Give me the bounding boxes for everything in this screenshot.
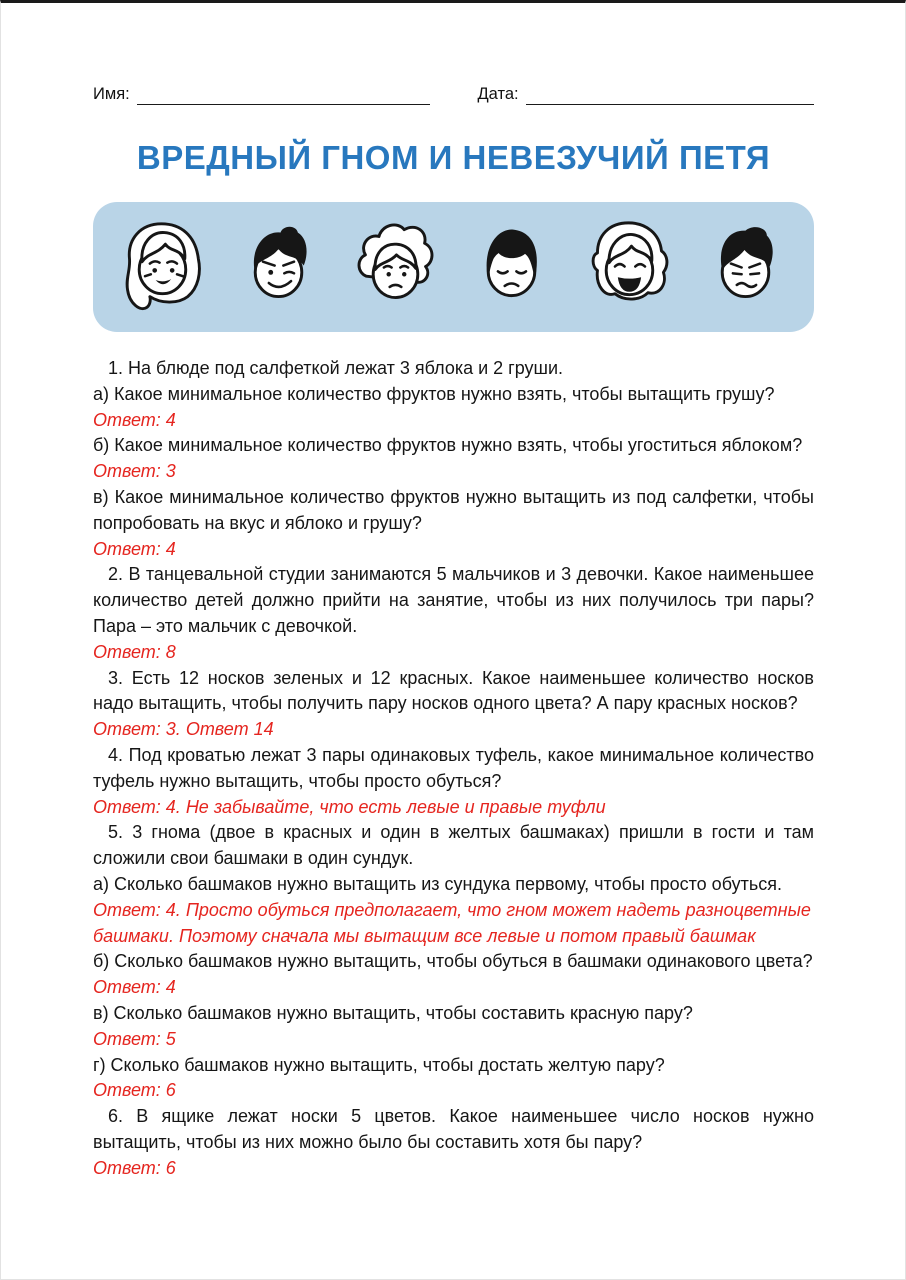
name-blank-line <box>137 86 430 105</box>
worried-curly-person-face-icon <box>347 216 444 319</box>
answer-6: Ответ: 6 <box>93 1157 176 1178</box>
question-1v: в) Какое минимальное количество фруктов нужно вытащить из под салфетки, чтобы попробовать на вкус и яблоко и грушу? <box>93 486 814 533</box>
date-field <box>478 85 815 105</box>
worksheet-body <box>93 356 814 1182</box>
date-blank-line <box>526 86 814 105</box>
name-date-header <box>93 85 814 105</box>
sad-dark-haired-person-face-icon <box>463 216 560 319</box>
name-label: Имя: <box>93 85 130 103</box>
answer-5b: Ответ: 4 <box>93 977 176 998</box>
smiling-woman-face-icon <box>113 216 210 319</box>
question-1a: а) Какое минимальное количество фруктов нужно взять, чтобы вытащить грушу? <box>93 383 775 404</box>
faces-banner <box>93 202 814 332</box>
winking-man-face-icon <box>230 216 327 319</box>
answer-5g: Ответ: 6 <box>93 1080 176 1101</box>
date-label: Дата: <box>477 85 519 103</box>
question-5v: в) Сколько башмаков нужно вытащить, чтобы составить красную пару? <box>93 1002 693 1023</box>
question-5: 5. 3 гнома (двое в красных и один в желтых башмаках) пришли в гости и там сложили свои башмаки в один сундук. <box>93 822 814 869</box>
answer-5a: Ответ: 4. Просто обуться предполагает, что гном может надеть разноцветные башмаки. Поэтому сначала мы вытащим все левые и потом правый башмак <box>93 899 811 946</box>
question-4: 4. Под кроватью лежат 3 пары одинаковых туфель, какое минимальное количество туфель нужно вытащить, чтобы просто обуться? <box>93 744 814 791</box>
question-5a: а) Сколько башмаков нужно вытащить из сундука первому, чтобы просто обуться. <box>93 873 782 894</box>
page-title: ВРЕДНЫЙ ГНОМ И НЕВЕЗУЧИЙ ПЕТЯ <box>136 139 771 176</box>
question-2: 2. В танцевальной студии занимаются 5 мальчиков и 3 девочки. Какое наименьшее количество детей должно прийти на занятие, чтобы из них получилось три пары? Пара – это мальчик с девочкой. <box>93 564 814 636</box>
answer-5v: Ответ: 5 <box>93 1028 176 1049</box>
answer-4: Ответ: 4. Не забывайте, что есть левые и правые туфли <box>93 796 606 817</box>
question-5b: б) Сколько башмаков нужно вытащить, чтобы обуться в башмаки одинакового цвета? <box>93 951 813 972</box>
name-field <box>93 85 430 105</box>
answer-1v: Ответ: 4 <box>93 538 176 559</box>
question-6: 6. В ящике лежат носки 5 цветов. Какое наименьшее число носков нужно вытащить, чтобы из них можно было бы составить хотя бы пару? <box>93 1106 814 1152</box>
answer-2: Ответ: 8 <box>93 641 176 662</box>
answer-3: Ответ: 3. Ответ 14 <box>93 719 274 740</box>
answer-1a: Ответ: 4 <box>93 409 176 430</box>
laughing-woman-face-icon <box>580 216 677 319</box>
question-5g: г) Сколько башмаков нужно вытащить, чтобы достать желтую пару? <box>93 1054 665 1075</box>
question-1: 1. На блюде под салфеткой лежат 3 яблока и 2 груши. <box>108 358 564 378</box>
answer-1b: Ответ: 3 <box>93 461 176 482</box>
annoyed-man-face-icon <box>697 216 794 319</box>
question-3: 3. Есть 12 носков зеленых и 12 красных. Какое наименьшее количество носков надо вытащить, чтобы получить пару носков одного цвета? А пару красных носков? <box>93 667 814 714</box>
question-1b: б) Какое минимальное количество фруктов нужно взять, чтобы угоститься яблоком? <box>93 435 803 456</box>
